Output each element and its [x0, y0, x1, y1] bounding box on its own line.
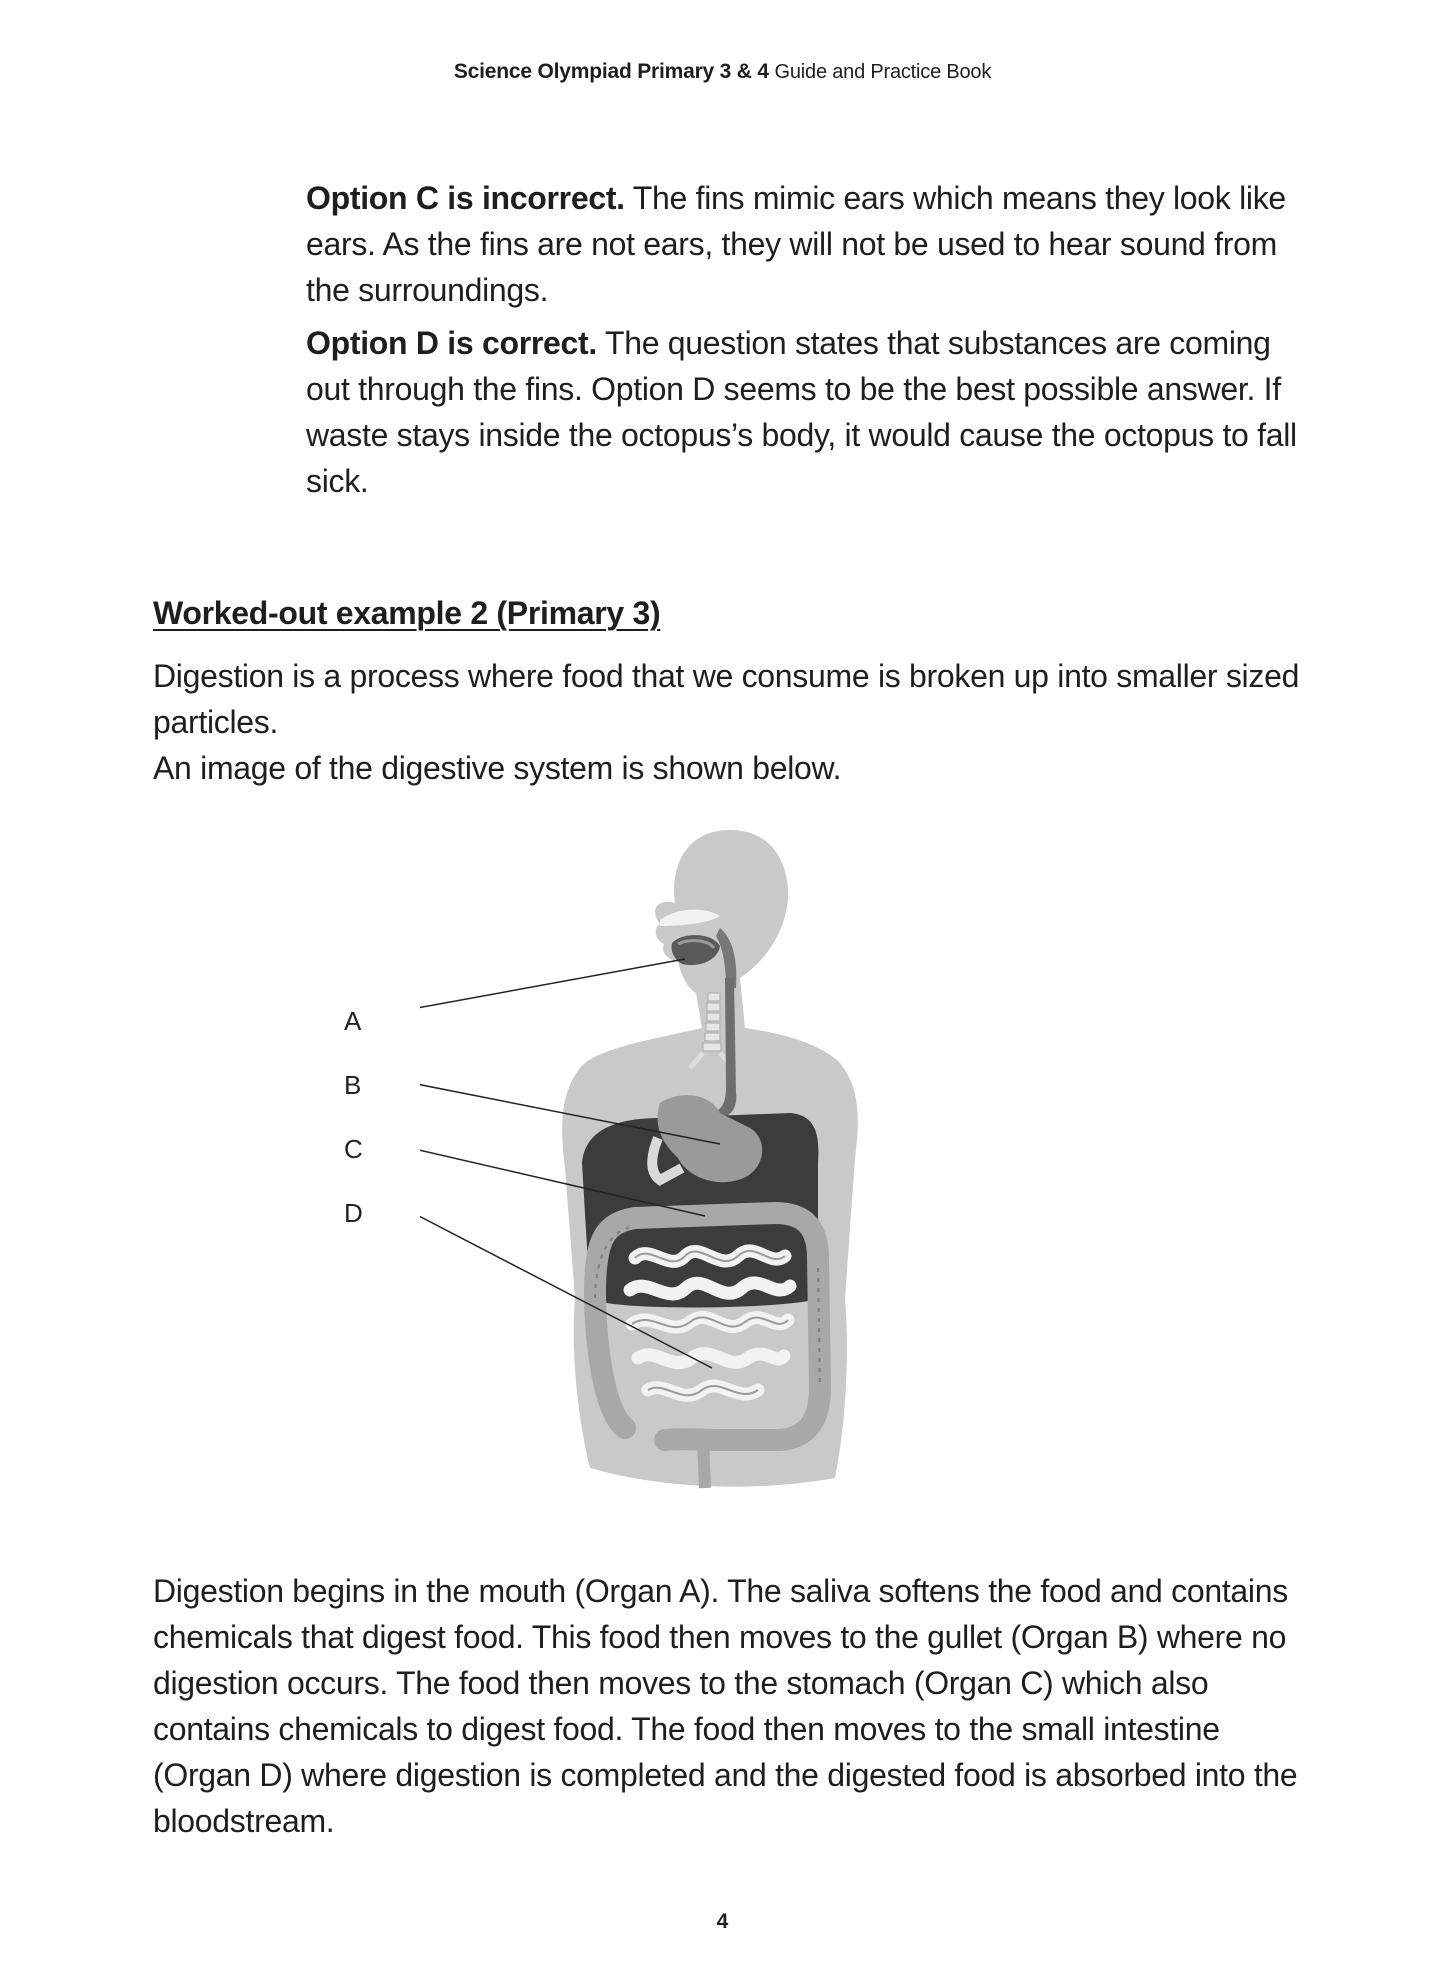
example-intro: [153, 653, 1303, 791]
example-heading: Worked-out example 2 (Primary 3): [153, 595, 661, 631]
digestive-system-figure: [344, 828, 1000, 1518]
running-header: [0, 60, 1445, 84]
label-b: B: [344, 1070, 362, 1100]
header-title-bold: Science Olympiad Primary 3 & 4: [453, 60, 769, 83]
example-intro-line-2: An image of the digestive system is shown below.: [153, 750, 842, 786]
digestion-explanation: Digestion begins in the mouth (Organ A). The saliva softens the food and contains chemicals that digest food. This food then moves to the gullet (Organ B) where no digestion occurs. The food then moves to the stomach (Organ C) which also contains chemicals to digest food. The food then moves to the small intestine (Organ D) where digestion is completed and the digested food is absorbed into the bloodstream.: [153, 1573, 1298, 1839]
option-d-explanation: [306, 320, 1316, 504]
example-intro-line-1: Digestion is a process where food that we consume is broken up into smaller sized particles.: [153, 658, 1300, 740]
label-d: D: [344, 1198, 363, 1228]
option-c-text: The fins mimic ears which means they look like ears. As the fins are not ears, they will not be used to hear sound from the surroundings.: [306, 180, 1286, 308]
option-d-text: The question states that substances are coming out through the fins. Option D seems to be the best possible answer. If waste stays inside the octopus’s body, it would cause the octopus to fall sick.: [306, 325, 1297, 499]
page-number: 4: [716, 1910, 729, 1933]
label-c: C: [344, 1134, 363, 1164]
digestive-system-illustration: [420, 828, 1000, 1518]
label-a: A: [344, 1006, 362, 1036]
option-c-explanation: [306, 175, 1316, 313]
option-c-lead: Option C is incorrect.: [306, 180, 625, 216]
option-d-lead: Option D is correct.: [306, 325, 597, 361]
header-title-rest: Guide and Practice Book: [774, 61, 992, 83]
leader-line-a: [420, 959, 685, 1017]
